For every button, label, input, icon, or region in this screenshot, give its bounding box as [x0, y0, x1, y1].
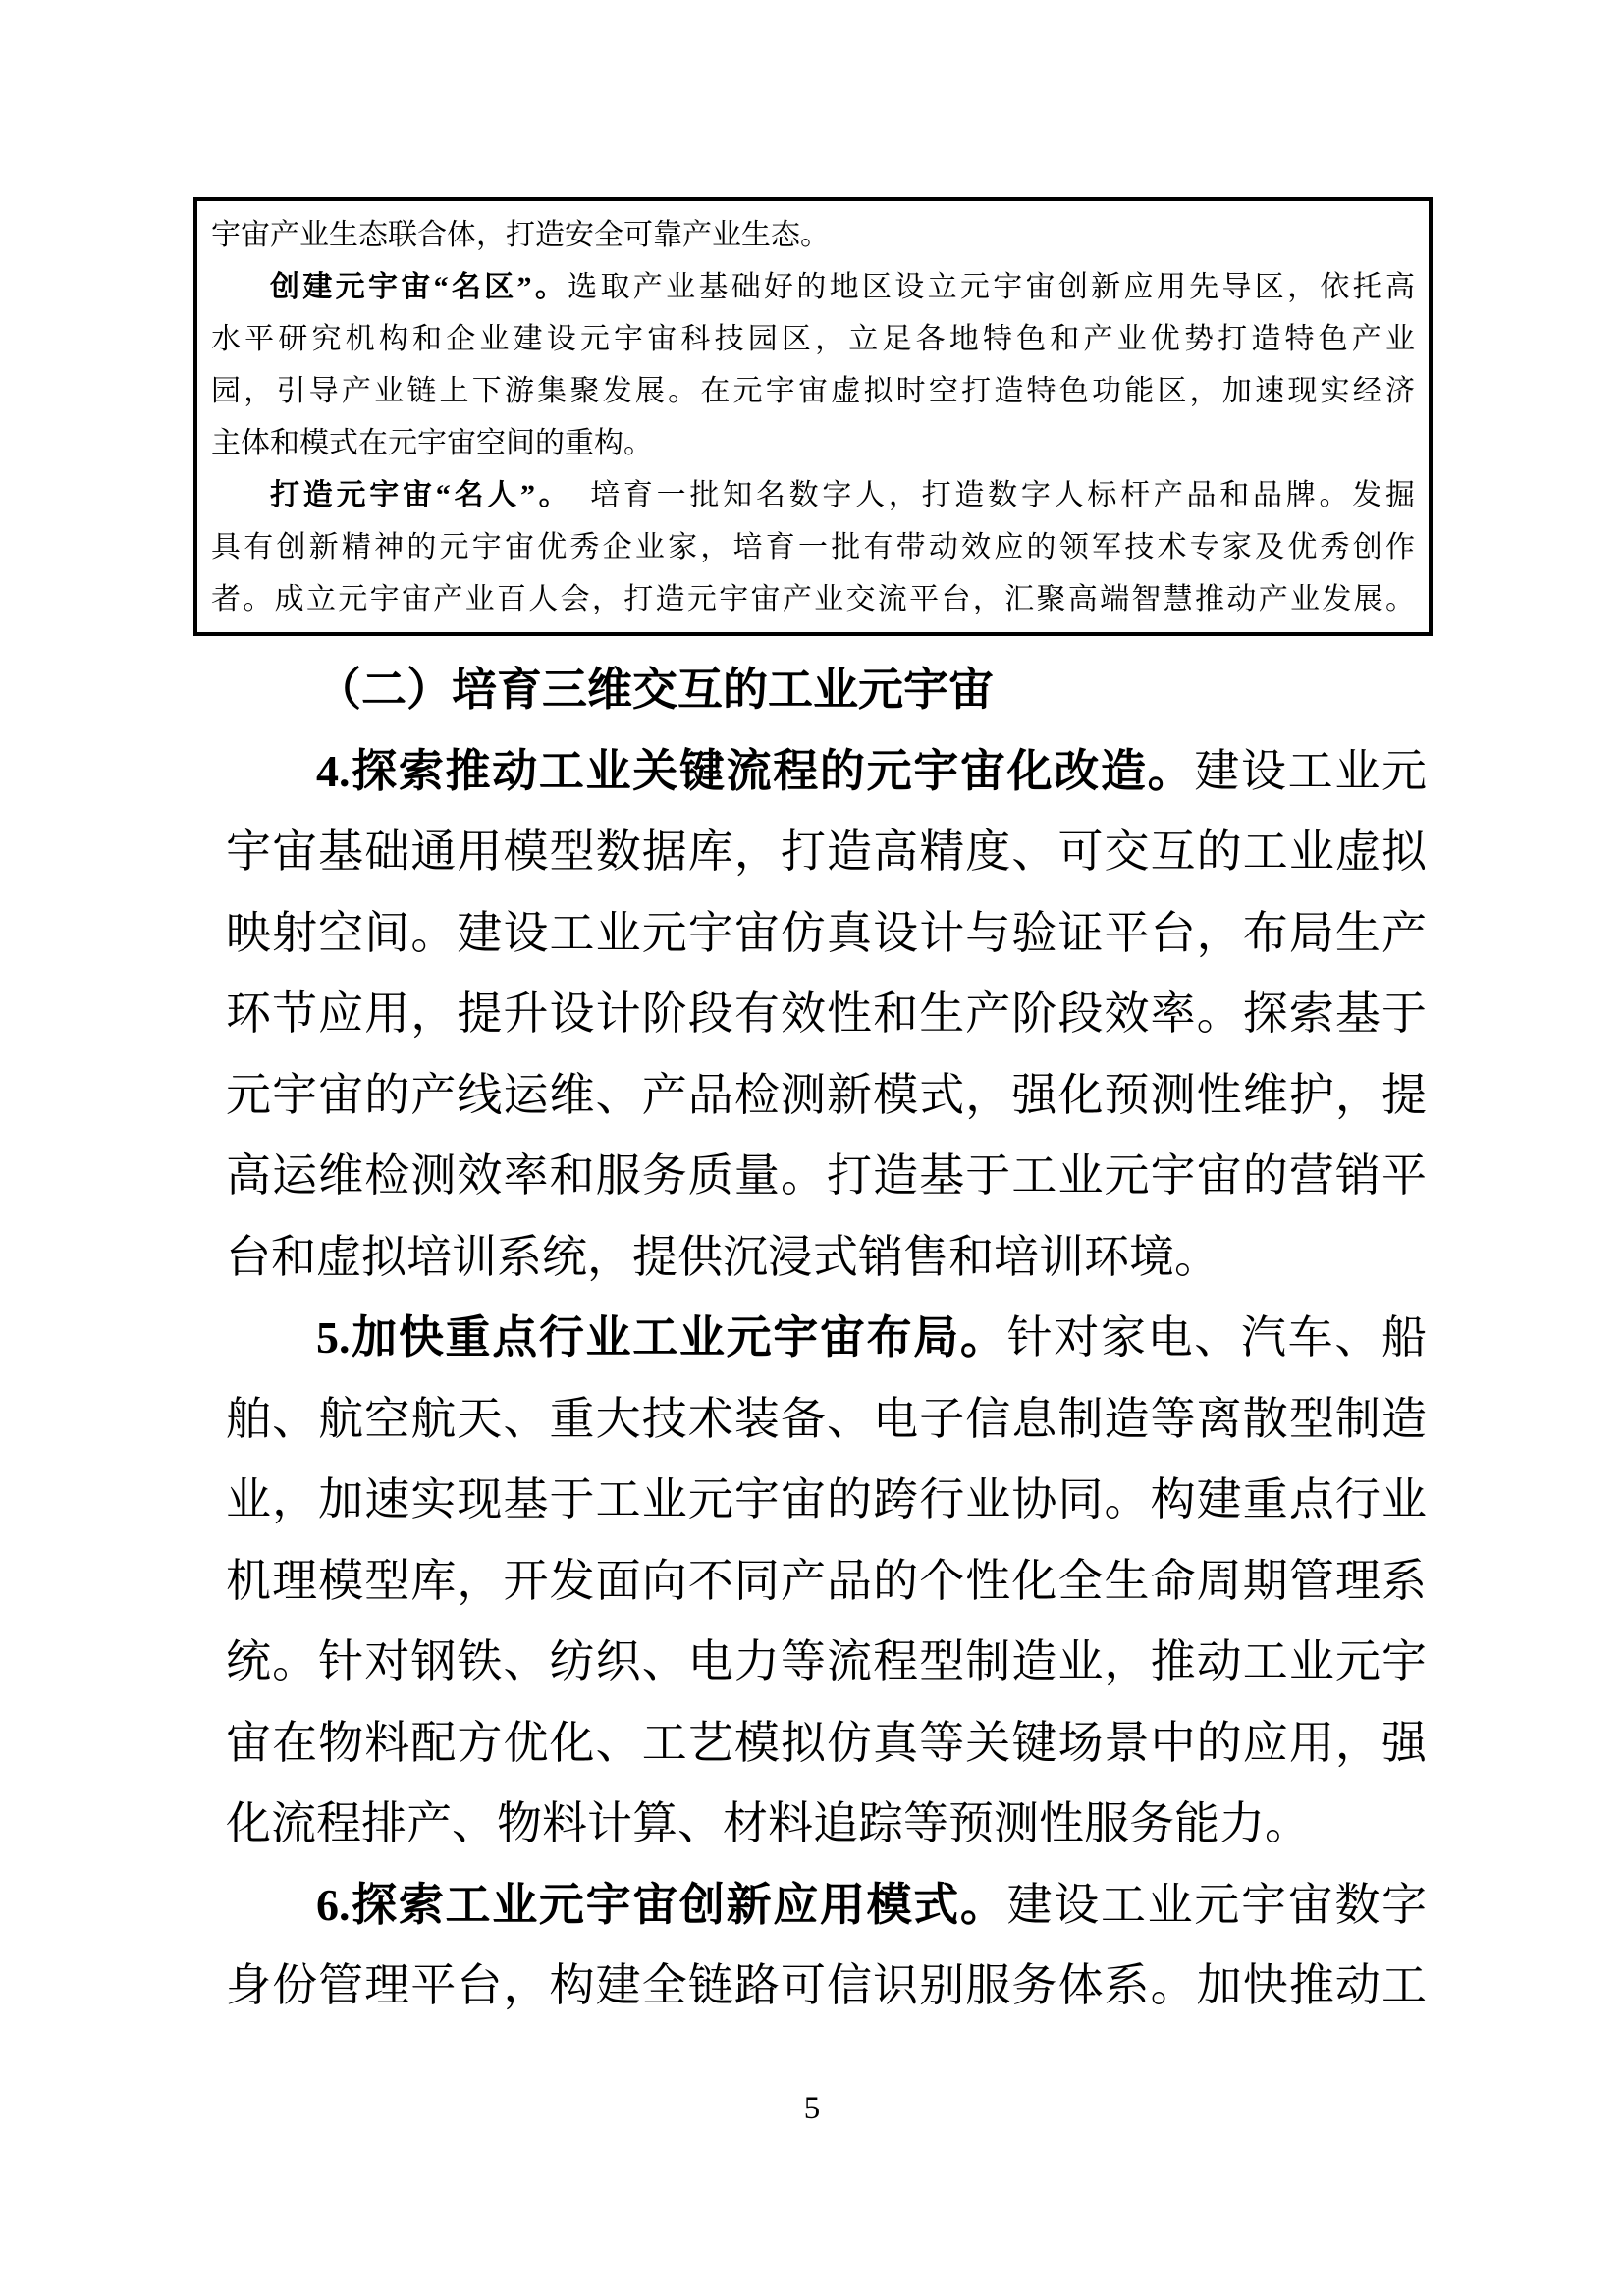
body-lines	[226, 731, 1427, 2027]
body-text-line	[226, 1541, 1427, 1623]
line-text: 主体和模式在元宇宙空间的重构。	[211, 427, 653, 459]
body-text-line	[226, 1460, 1427, 1541]
paragraph-lead: 4.探索推动工业关键流程的元宇宙化改造。	[316, 745, 1195, 796]
line-text: 映射空间。建设工业元宇宙仿真设计与验证平台，布局生产	[226, 907, 1427, 958]
body-text-line	[226, 1136, 1427, 1217]
paragraph-lead: 6.探索工业元宇宙创新应用模式。	[316, 1879, 1007, 1930]
line-text: 具有创新精神的元宇宙优秀企业家，培育一批有带动效应的领军技术专家及优秀创作	[211, 531, 1415, 563]
line-text: 培育一批知名数字人，打造数字人标杆产品和品牌。发掘	[557, 479, 1415, 511]
paragraph-lead: 打造元宇宙“名人”。	[270, 479, 558, 511]
box-text-line	[211, 573, 1415, 625]
box-text-line	[211, 313, 1415, 365]
box-text-line	[211, 261, 1415, 313]
body-text-line	[226, 1865, 1427, 1947]
line-text: 者。成立元宇宙产业百人会，打造元宇宙产业交流平台，汇聚高端智慧推动产业发展。	[211, 583, 1415, 615]
body-text-line	[226, 731, 1427, 813]
highlight-box	[193, 197, 1433, 636]
line-text: 台和虚拟培训系统，提供沉浸式销售和培训环境。	[226, 1231, 1219, 1282]
page-number: 5	[803, 2091, 821, 2126]
body-text-line	[226, 1055, 1427, 1137]
body-text-line	[226, 812, 1427, 893]
line-text: 舶、航空航天、重大技术装备、电子信息制造等离散型制造	[226, 1393, 1427, 1444]
box-text-line	[211, 469, 1415, 521]
line-text: 环节应用，提升设计阶段有效性和生产阶段效率。探索基于	[226, 988, 1427, 1039]
body-text-line	[226, 974, 1427, 1055]
document-body	[226, 650, 1427, 2027]
line-text: 建设工业元	[1194, 745, 1427, 796]
box-text-line	[211, 521, 1415, 573]
line-text: 化流程排产、物料计算、材料追踪等预测性服务能力。	[226, 1798, 1310, 1848]
line-text: 宇宙产业生态联合体，打造安全可靠产业生态。	[211, 219, 830, 251]
line-text: 针对家电、汽车、船	[1006, 1312, 1427, 1362]
box-text-line	[211, 209, 1415, 261]
line-text: 高运维检测效率和服务质量。打造基于工业元宇宙的营销平	[226, 1150, 1427, 1201]
body-text-line	[226, 893, 1427, 975]
line-text: 统。针对钢铁、纺织、电力等流程型制造业，推动工业元宇	[226, 1636, 1427, 1686]
line-text: 业，加速实现基于工业元宇宙的跨行业协同。构建重点行业	[226, 1474, 1427, 1524]
line-text: 宇宙基础通用模型数据库，打造高精度、可交互的工业虚拟	[226, 827, 1427, 877]
paragraph-lead: 创建元宇宙“名区”。	[270, 271, 568, 303]
line-text: 建设工业元宇宙数字	[1006, 1879, 1427, 1930]
line-text: 身份管理平台，构建全链路可信识别服务体系。加快推动工	[226, 1960, 1427, 2010]
highlight-box-lines	[211, 209, 1415, 625]
line-text: 元宇宙的产线运维、产品检测新模式，强化预测性维护，提	[226, 1069, 1427, 1120]
body-text-line	[226, 1622, 1427, 1703]
line-text: 机理模型库，开发面向不同产品的个性化全生命周期管理系	[226, 1555, 1427, 1606]
box-text-line	[211, 365, 1415, 417]
body-text-line	[226, 1946, 1427, 2027]
body-text-line	[226, 1703, 1427, 1785]
body-text-line	[226, 1379, 1427, 1461]
paragraph-lead: 5.加快重点行业工业元宇宙布局。	[316, 1312, 1007, 1362]
section-heading: （二）培育三维交互的工业元宇宙	[316, 665, 994, 715]
line-text: 宙在物料配方优化、工艺模拟仿真等关键场景中的应用，强	[226, 1717, 1427, 1768]
line-text: 园，引导产业链上下游集聚发展。在元宇宙虚拟时空打造特色功能区，加速现实经济	[211, 375, 1415, 407]
line-text: 选取产业基础好的地区设立元宇宙创新应用先导区，依托高	[568, 271, 1415, 303]
body-text-line	[226, 1298, 1427, 1379]
line-text: 水平研究机构和企业建设元宇宙科技园区，立足各地特色和产业优势打造特色产业	[211, 323, 1415, 355]
box-text-line	[211, 417, 1415, 469]
body-text-line	[226, 1784, 1427, 1865]
body-text-line	[226, 1217, 1427, 1299]
